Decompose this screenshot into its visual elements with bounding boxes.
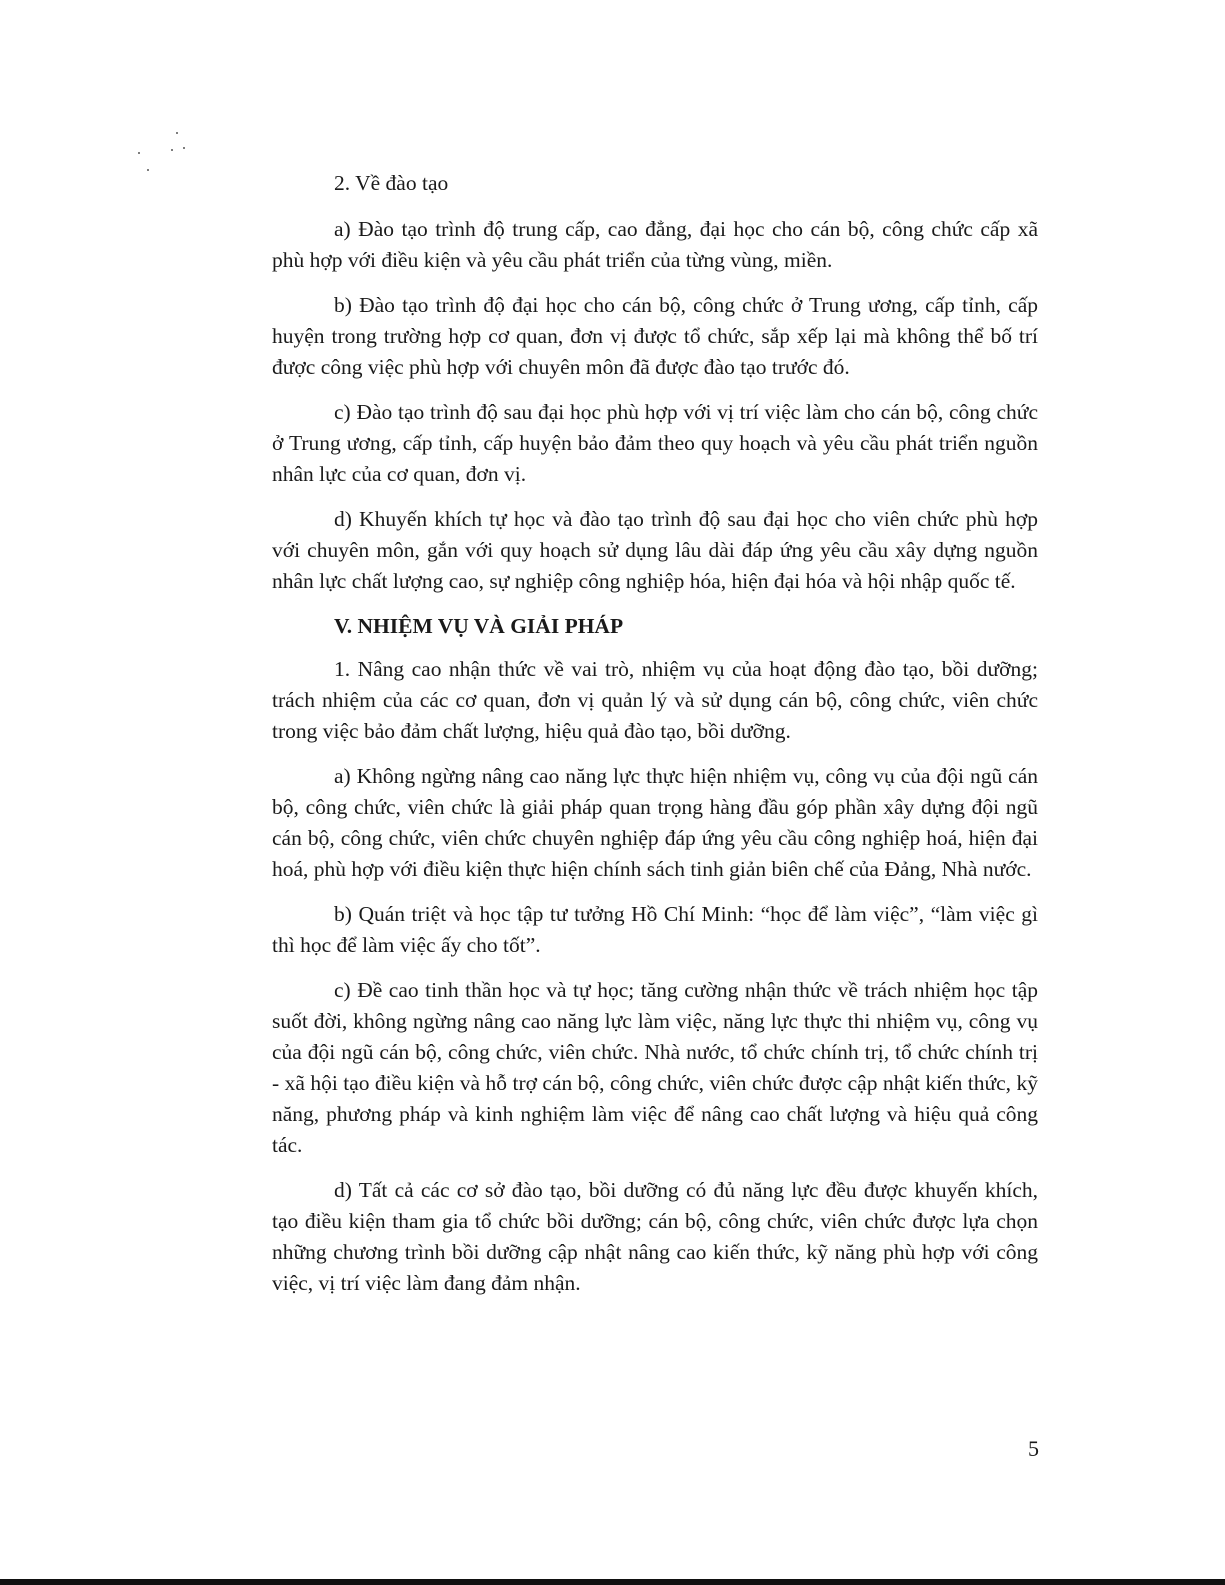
- section-v-paragraph-a: a) Không ngừng nâng cao năng lực thực hiện nhiệm vụ, công vụ của đội ngũ cán bộ, công chức, viên chức là giải pháp quan trọng hàng đầu góp phần xây dựng đội ngũ cán bộ, công chức, viên chức chuyên nghiệp đáp ứng yêu cầu công nghiệp hoá, hiện đại hoá, phù hợp với điều kiện thực hiện chính sách tinh giản biên chế của Đảng, Nhà nước.: [272, 764, 1038, 881]
- section-2-paragraph-a: a) Đào tạo trình độ trung cấp, cao đẳng, đại học cho cán bộ, công chức cấp xã phù hợp với điều kiện và yêu cầu phát triển của từng vùng, miền.: [272, 217, 1038, 272]
- section-2-paragraph-d: d) Khuyến khích tự học và đào tạo trình độ sau đại học cho viên chức phù hợp với chuyên môn, gắn với quy hoạch sử dụng lâu dài đáp ứng yêu cầu xây dựng nguồn nhân lực chất lượng cao, sự nghiệp công nghiệp hóa, hiện đại hóa và hội nhập quốc tế.: [272, 507, 1038, 593]
- section-v-paragraph-c: c) Đề cao tinh thần học và tự học; tăng cường nhận thức về trách nhiệm học tập suốt đời, không ngừng nâng cao năng lực làm việc, năng lực thực thi nhiệm vụ, công vụ của đội ngũ cán bộ, công chức, viên chức. Nhà nước, tổ chức chính trị, tổ chức chính trị - xã hội tạo điều kiện và hỗ trợ cán bộ, công chức, viên chức được cập nhật kiến thức, kỹ năng, phương pháp và kinh nghiệm làm việc để nâng cao chất lượng và hiệu quả công tác.: [272, 978, 1038, 1157]
- section-v-paragraph-b: b) Quán triệt và học tập tư tưởng Hồ Chí Minh: “học để làm việc”, “làm việc gì thì học để làm việc ấy cho tốt”.: [272, 902, 1038, 957]
- section-2-heading: 2. Về đào tạo: [334, 171, 449, 195]
- section-v-paragraph-d: d) Tất cả các cơ sở đào tạo, bồi dưỡng có đủ năng lực đều được khuyến khích, tạo điều kiện tham gia tổ chức bồi dưỡng; cán bộ, công chức, viên chức được lựa chọn những chương trình bồi dưỡng cập nhật nâng cao kiến thức, kỹ năng phù hợp với công việc, vị trí việc làm đang đảm nhận.: [272, 1178, 1038, 1295]
- scan-specks: [120, 120, 200, 180]
- section-2-paragraph-b: b) Đào tạo trình độ đại học cho cán bộ, công chức ở Trung ương, cấp tỉnh, cấp huyện trong trường hợp cơ quan, đơn vị được tổ chức, sắp xếp lại mà không thể bố trí được công việc phù hợp với chuyên môn đã được đào tạo trước đó.: [272, 293, 1038, 379]
- scan-bottom-edge: [0, 1579, 1225, 1585]
- section-v-item-1: 1. Nâng cao nhận thức về vai trò, nhiệm vụ của hoạt động đào tạo, bồi dưỡng; trách nhiệm của các cơ quan, đơn vị quản lý và sử dụng cán bộ, công chức, viên chức trong việc bảo đảm chất lượng, hiệu quả đào tạo, bồi dưỡng.: [272, 657, 1038, 743]
- section-2-paragraph-c: c) Đào tạo trình độ sau đại học phù hợp với vị trí việc làm cho cán bộ, công chức ở Trung ương, cấp tỉnh, cấp huyện bảo đảm theo quy hoạch và yêu cầu phát triển nguồn nhân lực của cơ quan, đơn vị.: [272, 400, 1038, 486]
- section-v-title: V. NHIỆM VỤ VÀ GIẢI PHÁP: [334, 614, 624, 638]
- document-body: [272, 168, 1038, 1313]
- page-number: 5: [1028, 1436, 1039, 1461]
